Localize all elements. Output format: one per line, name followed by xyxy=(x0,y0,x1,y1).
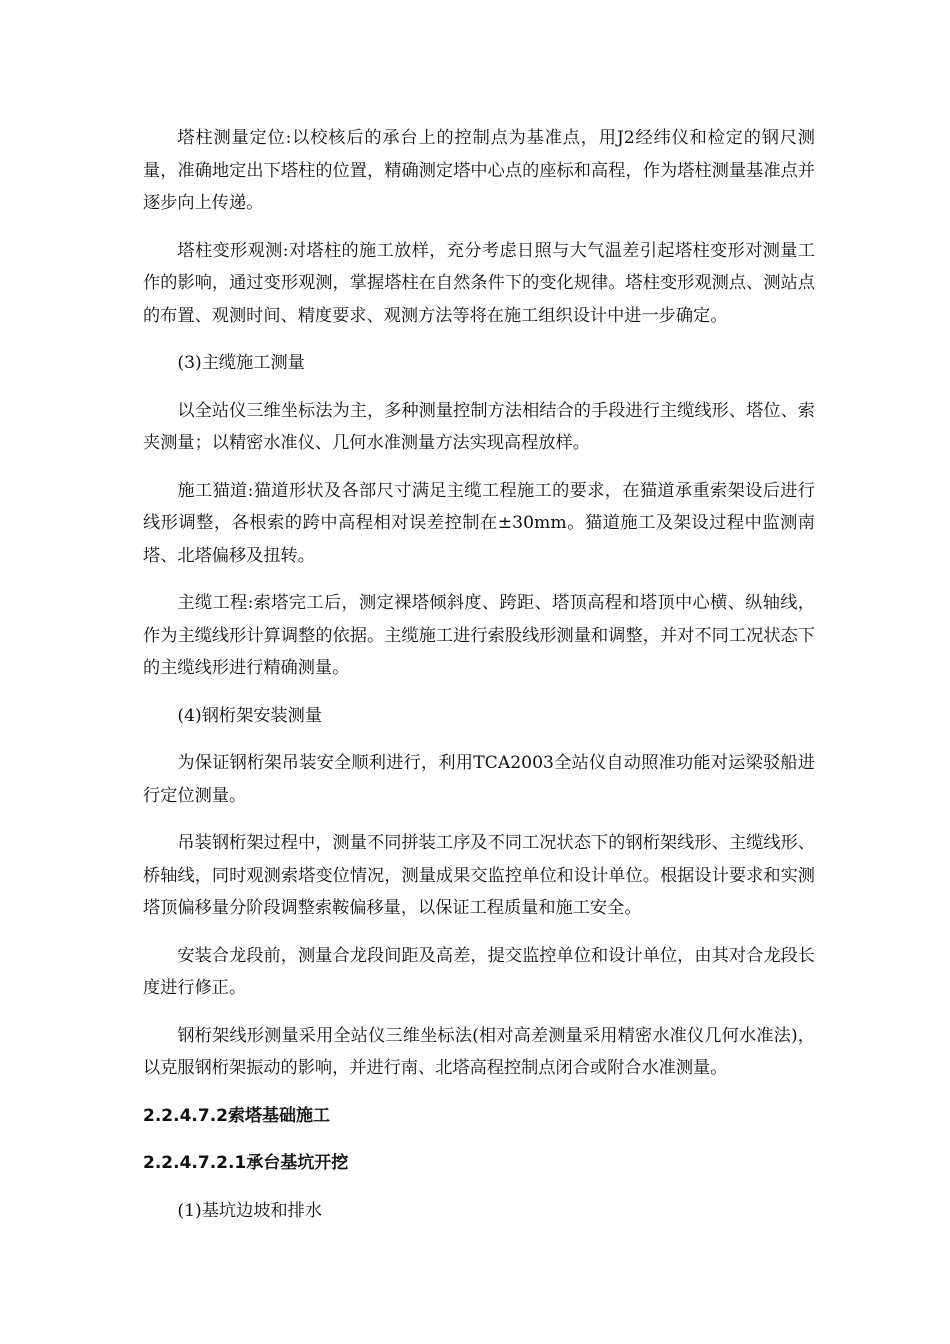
document-body xyxy=(143,122,815,1242)
paragraph-tower-deformation: 塔柱变形观测:对塔柱的施工放样，充分考虑日照与大气温差引起塔柱变形对测量工作的影响，通过变形观测，掌握塔柱在自然条件下的变化规律。塔柱变形观测点、测站点的布置、观测时间、精度要求、观测方法等将在施工组织设计中进一步确定。 xyxy=(143,240,815,326)
paragraph-total-station-method: 以全站仪三维坐标法为主，多种测量控制方法相结合的手段进行主缆线形、塔位、索夹测量；以精密水准仪、几何水准测量方法实现高程放样。 xyxy=(143,400,815,453)
paragraph-tower-positioning: 塔柱测量定位:以校核后的承台上的控制点为基准点，用J2经纬仪和检定的钢尺测量，准确地定出下塔柱的位置，精确测定塔中心点的座标和高程，作为塔柱测量基准点并逐步向上传递。 xyxy=(143,128,815,213)
subheading-main-cable-survey: (3)主缆施工测量 xyxy=(177,353,305,373)
section-heading-tower-foundation: 2.2.4.7.2索塔基础施工 xyxy=(143,1105,330,1126)
paragraph-barge-positioning: 为保证钢桁架吊装安全顺利进行，利用TCA2003全站仪自动照准功能对运梁驳船进行定位测量。 xyxy=(143,753,815,806)
paragraph-catwalk: 施工猫道:猫道形状及各部尺寸满足主缆工程施工的要求，在猫道承重索架设后进行线形调整，各根索的跨中高程相对误差控制在±30mm。猫道施工及架设过程中监测南塔、北塔偏移及扭转。 xyxy=(143,480,815,566)
paragraph-truss-hoisting: 吊装钢桁架过程中，测量不同拼装工序及不同工况状态下的钢桁架线形、主缆线形、桥轴线，同时观测索塔变位情况，测量成果交监控单位和设计单位。根据设计要求和实测塔顶偏移量分阶段调整索鞍偏移量，以保证工程质量和施工安全。 xyxy=(143,833,815,918)
paragraph-main-cable-work: 主缆工程:索塔完工后，测定裸塔倾斜度、跨距、塔顶高程和塔顶中心横、纵轴线，作为主缆线形计算调整的依据。主缆施工进行索股线形测量和调整，并对不同工况状态下的主缆线形进行精确测量。 xyxy=(143,593,815,678)
section-heading-pit-excavation: 2.2.4.7.2.1承台基坑开挖 xyxy=(143,1153,349,1173)
paragraph-truss-alignment: 钢桁架线形测量采用全站仪三维坐标法(相对高差测量采用精密水准仪几何水准法)，以克服钢桁架振动的影响，并进行南、北塔高程控制点闭合或附合水准测量。 xyxy=(143,1025,815,1078)
paragraph-closure-segment: 安装合龙段前，测量合龙段间距及高差，提交监控单位和设计单位，由其对合龙段长度进行修正。 xyxy=(143,945,815,998)
subheading-pit-slope-drainage: (1)基坑边坡和排水 xyxy=(177,1200,323,1221)
subheading-steel-truss-survey: (4)钢桁架安装测量 xyxy=(177,705,323,726)
